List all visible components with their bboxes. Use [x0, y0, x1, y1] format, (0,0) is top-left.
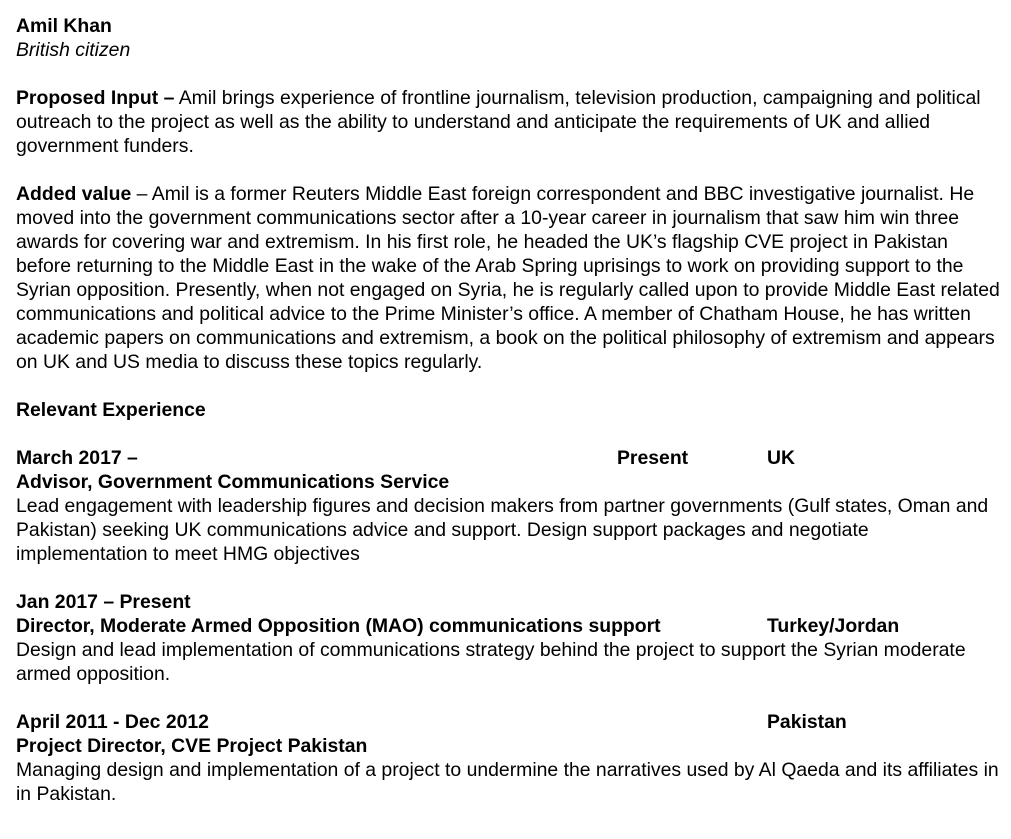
- experience-entry-2-header: [16, 614, 1001, 638]
- spacer: [16, 566, 1001, 590]
- cv-document: [16, 14, 1001, 806]
- added-value-heading: Added value: [16, 183, 132, 205]
- experience-entry-3-header: [16, 710, 1001, 734]
- experience-entry-1-location: UK: [767, 447, 796, 469]
- added-value-paragraph: [16, 182, 1001, 374]
- experience-entry-2-role: Director, Moderate Armed Opposition (MAO) communications support: [16, 615, 661, 637]
- experience-entry-3-role: Project Director, CVE Project Pakistan: [16, 735, 368, 757]
- proposed-input-text: Amil brings experience of frontline journalism, television production, campaigning and political outreach to the project as well as the ability to understand and anticipate the requirements of UK and allied government funders.: [16, 87, 981, 157]
- experience-entry-2-location: Turkey/Jordan: [767, 615, 900, 637]
- experience-entry-3-location: Pakistan: [767, 711, 847, 733]
- added-value-text: – Amil is a former Reuters Middle East foreign correspondent and BBC investigative journalist. He moved into the government communications sector after a 10-year career in journalism that saw him win three awards for covering war and extremism. In his first role, he headed the UK’s flagship CVE project in Pakistan before returning to the Middle East in the wake of the Arab Spring uprisings to work on providing support to the Syrian opposition. Presently, when not engaged on Syria, he is regularly called upon to provide Middle East related communications and political advice to the Prime Minister’s office. A member of Chatham House, he has written academic papers on communications and extremism, a book on the political philosophy of extremism and appears on UK and US media to discuss these topics regularly.: [16, 183, 1000, 373]
- proposed-input-paragraph: [16, 86, 1001, 158]
- spacer: [16, 686, 1001, 710]
- experience-entry-1-dates: March 2017 –: [16, 447, 138, 469]
- spacer: [16, 374, 1001, 398]
- experience-entry-2-dates: Jan 2017 – Present: [16, 591, 191, 613]
- experience-entry-3-description: Managing design and implementation of a project to undermine the narratives used by Al Qaeda and its affiliates in in Pakistan.: [16, 759, 999, 805]
- proposed-input-heading: Proposed Input –: [16, 87, 175, 109]
- experience-entry-1-description: Lead engagement with leadership figures and decision makers from partner governments (Gulf states, Oman and Pakistan) seeking UK communications advice and support. Design support packages and negotiate implementation to meet HMG objectives: [16, 495, 989, 565]
- spacer: [16, 158, 1001, 182]
- experience-entry-2-description: Design and lead implementation of communications strategy behind the project to support the Syrian moderate armed opposition.: [16, 639, 966, 685]
- spacer: [16, 62, 1001, 86]
- experience-entry-1-present: Present: [617, 447, 689, 469]
- person-name: Amil Khan: [16, 15, 112, 37]
- person-citizenship: British citizen: [16, 39, 131, 61]
- experience-entry-3-dates: April 2011 - Dec 2012: [16, 711, 209, 733]
- experience-entry-1-role: Advisor, Government Communications Service: [16, 471, 450, 493]
- experience-entry-1-header: [16, 446, 1001, 470]
- experience-heading: Relevant Experience: [16, 399, 206, 421]
- spacer: [16, 422, 1001, 446]
